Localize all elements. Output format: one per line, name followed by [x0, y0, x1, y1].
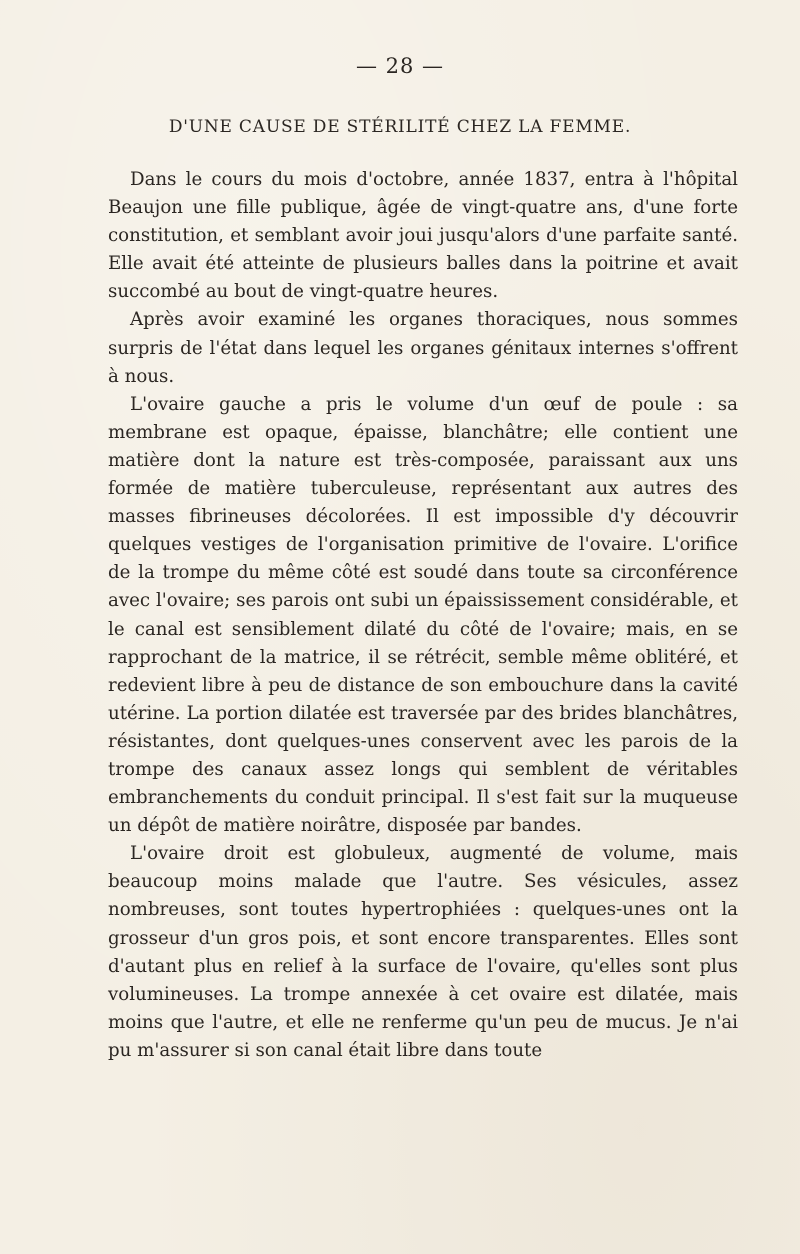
chapter-heading: D'UNE CAUSE DE STÉRILITÉ CHEZ LA FEMME. — [168, 117, 632, 137]
body-text — [108, 166, 738, 1065]
paragraph-4: L'ovaire droit est globuleux, augmenté de volume, mais beaucoup moins malade que l'autre. Ses vésicules, assez nombreuses, sont toutes hypertrophiées : quelques-unes ont la grosseur d'un gros pois, et sont encore transparentes. Elles sont d'autant plus en relief à la surface de l'ovaire, qu'elles sont plus volumineuses. La trompe annexée à cet ovaire est dilatée, mais moins que l'autre, et elle ne renferme qu'un peu de mucus. Je n'ai pu m'assurer si son canal était libre dans toute — [108, 843, 738, 1061]
page-number: — 28 — — [355, 54, 445, 78]
paragraph-2: Après avoir examiné les organes thoraciques, nous sommes surpris de l'état dans lequel les organes génitaux internes s'offrent à nous. — [108, 309, 738, 387]
paragraph-1: Dans le cours du mois d'octobre, année 1837, entra à l'hôpital Beaujon une fille publique, âgée de vingt-quatre ans, d'une forte constitution, et semblant avoir joui jusqu'alors d'une parfaite santé. Elle avait été atteinte de plusieurs balles dans la poitrine et avait succombé au bout de vingt-quatre heures. — [108, 169, 738, 303]
paragraph-3: L'ovaire gauche a pris le volume d'un œuf de poule : sa membrane est opaque, épaisse, blanchâtre; elle contient une matière dont la nature est très-composée, paraissant aux uns formée de matière tuberculeuse, représentant aux autres des masses fibrineuses décolorées. Il est impossible d'y découvrir quelques vestiges de l'organisation primitive de l'ovaire. L'orifice de la trompe du même côté est soudé dans toute sa circonférence avec l'ovaire; ses parois ont subi un épaississement considérable, et le canal est sensiblement dilaté du côté de l'ovaire; mais, en se rapprochant de la matrice, il se rétrécit, semble même oblitéré, et redevient libre à peu de distance de son embouchure dans la cavité utérine. La portion dilatée est traversée par des brides blanchâtres, résistantes, dont quelques-unes conservent avec les parois de la trompe des canaux assez longs qui semblent de véritables embranchements du conduit principal. Il s'est fait sur la muqueuse un dépôt de matière noirâtre, disposée par bandes. — [108, 393, 738, 837]
